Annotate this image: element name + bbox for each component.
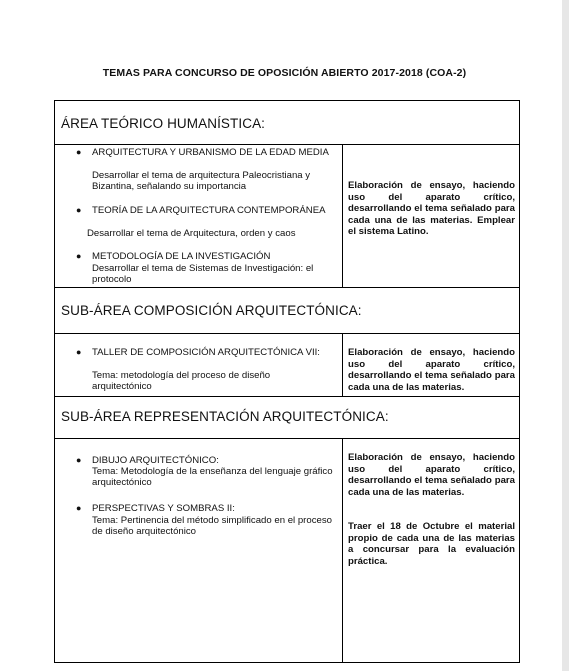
item-description: Desarrollar el tema de Arquitectura, orden y caos — [87, 228, 296, 239]
item-title: METODOLOGÍA DE LA INVESTIGACIÓN — [92, 251, 271, 262]
bullet-icon: ● — [76, 205, 82, 215]
item-description: Desarrollar el tema de Sistemas de Investigación: el protocolo — [92, 263, 314, 286]
item-description: Tema: Pertinencia del método simplificado en el proceso de diseño arquitectónico — [92, 515, 332, 538]
section-heading-row — [55, 288, 519, 334]
document-title: TEMAS PARA CONCURSO DE OPOSICIÓN ABIERTO 2017-2018 (COA-2) — [102, 67, 467, 79]
practical-instructions-text: Traer el 18 de Octubre el material propio de cada una de las materias a concursar para la evaluación práctica. — [348, 521, 515, 567]
section-heading: ÁREA TEÓRICO HUMANÍSTICA: — [61, 116, 266, 131]
item-title: TALLER DE COMPOSICIÓN ARQUITECTÓNICA VII: — [92, 347, 320, 358]
section-heading-row — [55, 397, 519, 439]
item-description: Tema: metodología del proceso de diseño arquitectónico — [92, 370, 271, 393]
column-divider — [342, 439, 343, 662]
instructions-text: Elaboración de ensayo, haciendo uso del aparato crítico, desarrollando el tema señalado para cada una de las materias. Emplear el sistema Latino. — [348, 180, 515, 238]
bullet-icon: ● — [76, 251, 82, 261]
instructions-text: Elaboración de ensayo, haciendo uso del aparato crítico, desarrollando el tema señalado para cada una de las materias. — [348, 347, 515, 393]
section-body-row — [55, 334, 519, 397]
item-title: ARQUITECTURA Y URBANISMO DE LA EDAD MEDIA — [92, 147, 329, 158]
column-divider — [342, 334, 343, 396]
section-heading: SUB-ÁREA COMPOSICIÓN ARQUITECTÓNICA: — [61, 303, 362, 318]
bullet-icon: ● — [76, 147, 82, 157]
section-body-row — [55, 145, 519, 288]
bullet-icon: ● — [76, 347, 82, 357]
section-heading-row — [55, 101, 519, 145]
section-heading: SUB-ÁREA REPRESENTACIÓN ARQUITECTÓNICA: — [61, 409, 389, 424]
topics-table — [54, 100, 520, 663]
item-title: DIBUJO ARQUITECTÓNICO: — [92, 455, 219, 466]
section-body-row — [55, 439, 519, 662]
column-divider — [342, 145, 343, 287]
bullet-icon: ● — [76, 503, 82, 513]
instructions-text: Elaboración de ensayo, haciendo uso del aparato crítico, desarrollando el tema señalado para cada una de las materias. — [348, 452, 515, 498]
bullet-icon: ● — [76, 455, 82, 465]
item-description: Tema: Metodología de la enseñanza del lenguaje gráfico arquitectónico — [92, 466, 333, 489]
item-title: PERSPECTIVAS Y SOMBRAS II: — [92, 503, 235, 514]
item-description: Desarrollar el tema de arquitectura Paleocristiana y Bizantina, señalando su importancia — [92, 170, 311, 193]
item-title: TEORÍA DE LA ARQUITECTURA CONTEMPORÁNEA — [92, 205, 326, 216]
